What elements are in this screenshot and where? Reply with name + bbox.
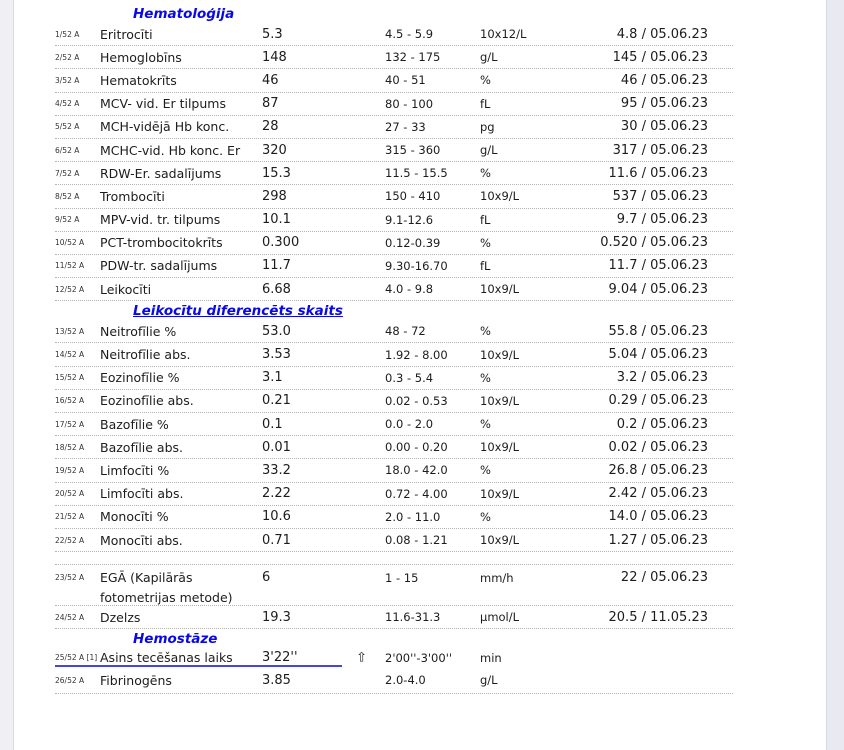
page-left-margin	[0, 0, 14, 750]
table-row	[55, 185, 733, 208]
unit: %	[480, 235, 491, 250]
table-row	[55, 46, 733, 69]
result-value: 3'22'' ⇧	[262, 650, 367, 666]
table-row	[55, 209, 733, 232]
previous-result: 55.8 / 05.06.23	[608, 323, 708, 339]
unit: pg	[480, 119, 495, 134]
section-title: Hematoloģija	[133, 5, 235, 22]
table-row	[55, 390, 733, 413]
reference-range: 27 - 33	[385, 119, 426, 134]
empty-row	[55, 552, 733, 565]
row-number: 26/52 A	[55, 675, 85, 685]
section-title: Hemostāze	[133, 630, 218, 647]
unit: µmol/L	[480, 610, 520, 625]
result-value: 46	[262, 72, 279, 88]
result-value: 5.3	[262, 26, 283, 42]
unit: %	[480, 417, 491, 432]
reference-range: 0.0 - 2.0	[385, 417, 434, 432]
row-number: 12/52 A	[55, 284, 85, 294]
row-number: 4/52 A	[55, 99, 80, 109]
previous-result: 95 / 05.06.23	[620, 96, 708, 112]
section-header-row	[55, 629, 733, 648]
test-name: Monocīti %	[100, 509, 169, 525]
result-value: 11.7	[262, 258, 291, 274]
previous-result: 3.2 / 05.06.23	[616, 370, 708, 386]
previous-result: 11.7 / 05.06.23	[608, 258, 708, 274]
reference-range: 4.5 - 5.9	[385, 27, 434, 42]
table-row	[55, 232, 733, 255]
reference-range: 2'00''-3'00''	[385, 650, 453, 665]
result-value: 298	[262, 188, 287, 204]
reference-range: 0.12-0.39	[385, 235, 441, 250]
row-number: 24/52 A	[55, 612, 85, 622]
high-value-arrow-icon: ⇧	[356, 650, 367, 666]
results-table	[55, 4, 733, 694]
previous-result: 0.02 / 05.06.23	[608, 439, 708, 455]
test-name: MCHC-vid. Hb konc. Er	[100, 142, 241, 158]
table-row	[55, 23, 733, 46]
row-number: 10/52 A	[55, 238, 85, 248]
result-value: 28	[262, 119, 279, 135]
result-value: 148	[262, 49, 287, 65]
result-value: 3.1	[262, 370, 283, 386]
table-row	[55, 139, 733, 162]
section-header-row	[55, 301, 733, 320]
result-value: 87	[262, 96, 279, 112]
unit: fL	[480, 212, 491, 227]
reference-range: 132 - 175	[385, 50, 441, 65]
table-row	[55, 320, 733, 343]
reference-range: 9.30-16.70	[385, 258, 448, 273]
previous-result: 9.7 / 05.06.23	[616, 212, 708, 228]
test-name: Fibrinogēns	[100, 672, 172, 688]
table-row	[55, 367, 733, 390]
unit: g/L	[480, 143, 498, 158]
row-number: 19/52 A	[55, 465, 85, 475]
row-number: 21/52 A	[55, 512, 85, 522]
test-name: Trombocīti	[100, 188, 165, 204]
unit: 10x9/L	[480, 440, 520, 455]
previous-result: 22 / 05.06.23	[620, 570, 708, 586]
row-number: 5/52 A	[55, 122, 80, 132]
previous-result: 30 / 05.06.23	[620, 119, 708, 135]
table-row	[55, 255, 733, 278]
row-number: 18/52 A	[55, 442, 85, 452]
reference-range: 2.0-4.0	[385, 673, 426, 688]
result-value: 0.21	[262, 393, 291, 409]
result-value: 0.71	[262, 532, 291, 548]
table-row	[55, 413, 733, 436]
reference-range: 0.72 - 4.00	[385, 486, 448, 501]
table-row	[55, 529, 733, 552]
table-row	[55, 606, 733, 629]
table-row	[55, 648, 733, 667]
row-number: 8/52 A	[55, 191, 80, 201]
table-row	[55, 343, 733, 366]
row-number: 16/52 A	[55, 396, 85, 406]
test-name: MCH-vidējā Hb konc.	[100, 119, 230, 135]
unit: g/L	[480, 673, 498, 688]
test-name: Leikocīti	[100, 281, 152, 297]
reference-range: 0.08 - 1.21	[385, 533, 448, 548]
test-name: Limfocīti %	[100, 462, 170, 478]
result-value: 0.01	[262, 439, 291, 455]
table-row	[55, 116, 733, 139]
row-number: 9/52 A	[55, 215, 80, 225]
reference-range: 1 - 15	[385, 571, 419, 586]
test-name: MCV- vid. Er tilpums	[100, 96, 226, 112]
table-row	[55, 278, 733, 301]
reference-range: 0.00 - 0.20	[385, 440, 448, 455]
table-row	[55, 69, 733, 92]
row-number: 2/52 A	[55, 52, 80, 62]
test-name: MPV-vid. tr. tilpums	[100, 212, 221, 228]
previous-result: 0.520 / 05.06.23	[600, 235, 708, 251]
table-row	[55, 483, 733, 506]
result-value: 10.1	[262, 212, 291, 228]
result-value: 2.22	[262, 486, 291, 502]
unit: fL	[480, 96, 491, 111]
row-number: 23/52 A	[55, 573, 85, 583]
table-row	[55, 667, 733, 694]
test-name: PCT-trombocitokrīts	[100, 235, 223, 251]
row-number: 14/52 A	[55, 350, 85, 360]
section-header-row	[55, 4, 733, 23]
previous-result: 14.0 / 05.06.23	[608, 509, 708, 525]
unit: mm/h	[480, 571, 514, 586]
row-number: 17/52 A	[55, 419, 85, 429]
table-row	[55, 459, 733, 482]
reference-range: 11.5 - 15.5	[385, 166, 448, 181]
test-name-line2: fotometrijas metode)	[100, 590, 233, 606]
reference-range: 0.3 - 5.4	[385, 370, 434, 385]
reference-range: 80 - 100	[385, 96, 434, 111]
unit: %	[480, 370, 491, 385]
previous-result: 537 / 05.06.23	[612, 188, 708, 204]
test-name: Dzelzs	[100, 609, 141, 625]
reference-range: 150 - 410	[385, 189, 441, 204]
unit: %	[480, 324, 491, 339]
table-row	[55, 162, 733, 185]
reference-range: 0.02 - 0.53	[385, 393, 448, 408]
unit: %	[480, 509, 491, 524]
unit: min	[480, 650, 502, 665]
unit: 10x9/L	[480, 347, 520, 362]
test-name: EGĀ (Kapilārās fotometrijas metode)	[100, 568, 262, 608]
test-name: Bazofīlie %	[100, 416, 169, 432]
row-number: 22/52 A	[55, 535, 85, 545]
test-name: Hemoglobīns	[100, 49, 182, 65]
result-value: 19.3	[262, 609, 291, 625]
reference-range: 18.0 - 42.0	[385, 463, 448, 478]
test-name: Hematokrīts	[100, 72, 177, 88]
previous-result: 2.42 / 05.06.23	[608, 486, 708, 502]
previous-result: 1.27 / 05.06.23	[608, 532, 708, 548]
unit: 10x9/L	[480, 533, 520, 548]
test-name: Bazofīlie abs.	[100, 439, 184, 455]
unit: 10x9/L	[480, 486, 520, 501]
reference-range: 1.92 - 8.00	[385, 347, 448, 362]
unit: g/L	[480, 50, 498, 65]
result-value: 15.3	[262, 165, 291, 181]
reference-range: 40 - 51	[385, 73, 426, 88]
test-name: Asins tecēšanas laiks	[100, 650, 233, 666]
test-name: PDW-tr. sadalījums	[100, 258, 218, 274]
result-value: 3.53	[262, 347, 291, 363]
unit: 10x9/L	[480, 393, 520, 408]
test-name: RDW-Er. sadalījums	[100, 165, 222, 181]
result-value: 0.300	[262, 235, 300, 251]
reference-range: 315 - 360	[385, 143, 441, 158]
reference-range: 48 - 72	[385, 324, 426, 339]
unit: %	[480, 166, 491, 181]
previous-result: 9.04 / 05.06.23	[608, 281, 708, 297]
row-number: 11/52 A	[55, 261, 85, 271]
row-number: 25/52 A [1]	[55, 653, 98, 663]
test-name: Eritrocīti	[100, 26, 153, 42]
row-number: 20/52 A	[55, 489, 85, 499]
section-link[interactable]: Leikocītu diferencēts skaits	[133, 302, 343, 319]
reference-range: 4.0 - 9.8	[385, 282, 434, 297]
test-name: Eozinofīlie %	[100, 370, 180, 386]
result-value: 0.1	[262, 416, 283, 432]
test-name: Neitrofīlie %	[100, 323, 177, 339]
previous-result: 0.2 / 05.06.23	[616, 416, 708, 432]
reference-range: 11.6-31.3	[385, 610, 441, 625]
row-number: 7/52 A	[55, 168, 80, 178]
previous-result: 26.8 / 05.06.23	[608, 462, 708, 478]
previous-result: 0.29 / 05.06.23	[608, 393, 708, 409]
test-name: Eozinofīlie abs.	[100, 393, 194, 409]
previous-result: 145 / 05.06.23	[612, 49, 708, 65]
previous-result: 46 / 05.06.23	[620, 72, 708, 88]
unit: fL	[480, 258, 491, 273]
unit: 10x9/L	[480, 189, 520, 204]
previous-result: 4.8 / 05.06.23	[616, 26, 708, 42]
reference-range: 2.0 - 11.0	[385, 509, 441, 524]
row-number: 15/52 A	[55, 373, 85, 383]
result-value: 320	[262, 142, 287, 158]
row-number: 3/52 A	[55, 75, 80, 85]
reference-range: 9.1-12.6	[385, 212, 434, 227]
unit: %	[480, 73, 491, 88]
result-value: 53.0	[262, 323, 291, 339]
row-number: 6/52 A	[55, 145, 80, 155]
result-value: 6.68	[262, 281, 291, 297]
unit: %	[480, 463, 491, 478]
result-value: 3.85	[262, 672, 291, 688]
row-number: 1/52 A	[55, 29, 80, 39]
table-row	[55, 565, 733, 606]
page-right-margin	[826, 0, 844, 750]
previous-result: 5.04 / 05.06.23	[608, 347, 708, 363]
table-row	[55, 436, 733, 459]
result-value: 33.2	[262, 462, 291, 478]
test-name: Neitrofīlie abs.	[100, 347, 191, 363]
unit: 10x9/L	[480, 282, 520, 297]
previous-result: 317 / 05.06.23	[612, 142, 708, 158]
unit: 10x12/L	[480, 27, 527, 42]
result-value: 10.6	[262, 509, 291, 525]
table-row	[55, 93, 733, 116]
previous-result: 20.5 / 11.05.23	[608, 609, 708, 625]
test-name: Monocīti abs.	[100, 532, 183, 548]
test-name: Limfocīti abs.	[100, 486, 184, 502]
previous-result: 11.6 / 05.06.23	[608, 165, 708, 181]
row-number: 13/52 A	[55, 326, 85, 336]
result-value: 6	[262, 570, 271, 586]
table-row	[55, 506, 733, 529]
